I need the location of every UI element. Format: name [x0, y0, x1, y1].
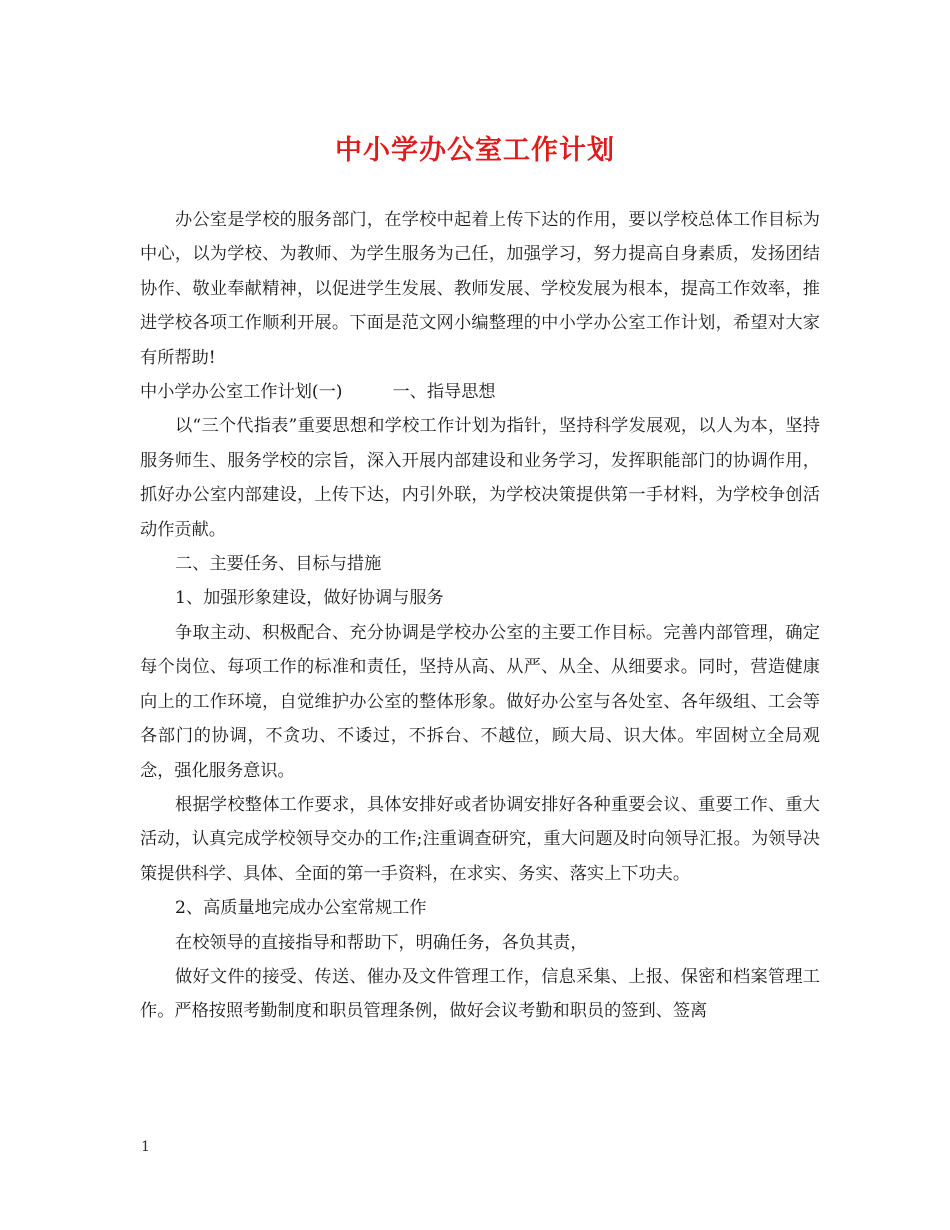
- heading-routine-work: 2、高质量地完成办公室常规工作: [175, 898, 427, 919]
- intro-paragraph: 办公室是学校的服务部门，在学校中起着上传下达的作用，要以学校总体工作目标为中心，以为学校、为教师、为学生服务为己任，加强学习，努力提高自身素质，发扬团结协作、敬业奉献精神，以促进学生发展、教师发展、学校发展为根本，提高工作效率，推进学校各项工作顺利开展。下面是范文网小编整理的中小学办公室工作计划，希望对大家有所帮助!: [140, 210, 820, 368]
- paragraph-arrangements: 根据学校整体工作要求，具体安排好或者协调安排好各种重要会议、重要工作、重大活动，认真完成学校领导交办的工作;注重调查研究，重大问题及时向领导汇报。为领导决策提供科学、具体、全面的第一手资料，在求实、务实、落实上下功夫。: [140, 794, 820, 884]
- document-title: 中小学办公室工作计划: [335, 135, 615, 166]
- document-body: [140, 203, 820, 1029]
- section-heading: 一、指导思想: [392, 382, 496, 403]
- heading-image-building: 1、加强形象建设，做好协调与服务: [175, 588, 444, 609]
- paragraph-guiding-thought: 以“三个代指表”重要思想和学校工作计划为指针，坚持科学发展观，以人为本，坚持服务师生、服务学校的宗旨，深入开展内部建设和业务学习，发挥职能部门的协调作用，抓好办公室内部建设，上传下达，内引外联，为学校决策提供第一手材料，为学校争创活动作贡献。: [140, 416, 820, 540]
- page-number: 1: [141, 1139, 150, 1155]
- section-subtitle: [140, 375, 820, 409]
- paragraph-documents: 做好文件的接受、传送、催办及文件管理工作，信息采集、上报、保密和档案管理工作。严格按照考勤制度和职员管理条例，做好会议考勤和职员的签到、签离: [140, 966, 820, 1022]
- paragraph-guidance: 在校领导的直接指导和帮助下，明确任务，各负其责，: [175, 932, 588, 953]
- heading-main-tasks: 二、主要任务、目标与措施: [175, 554, 382, 575]
- plan-part-label: 中小学办公室工作计划(一): [140, 382, 343, 403]
- paragraph-coordination: 争取主动、积极配合、充分协调是学校办公室的主要工作目标。完善内部管理，确定每个岗位、每项工作的标准和责任，坚持从高、从严、从全、从细要求。同时，营造健康向上的工作环境，自觉维护办公室的整体形象。做好办公室与各处室、各年级组、工会等各部门的协调，不贪功、不诿过，不拆台、不越位，顾大局、识大体。牢固树立全局观念，强化服务意识。: [140, 622, 820, 781]
